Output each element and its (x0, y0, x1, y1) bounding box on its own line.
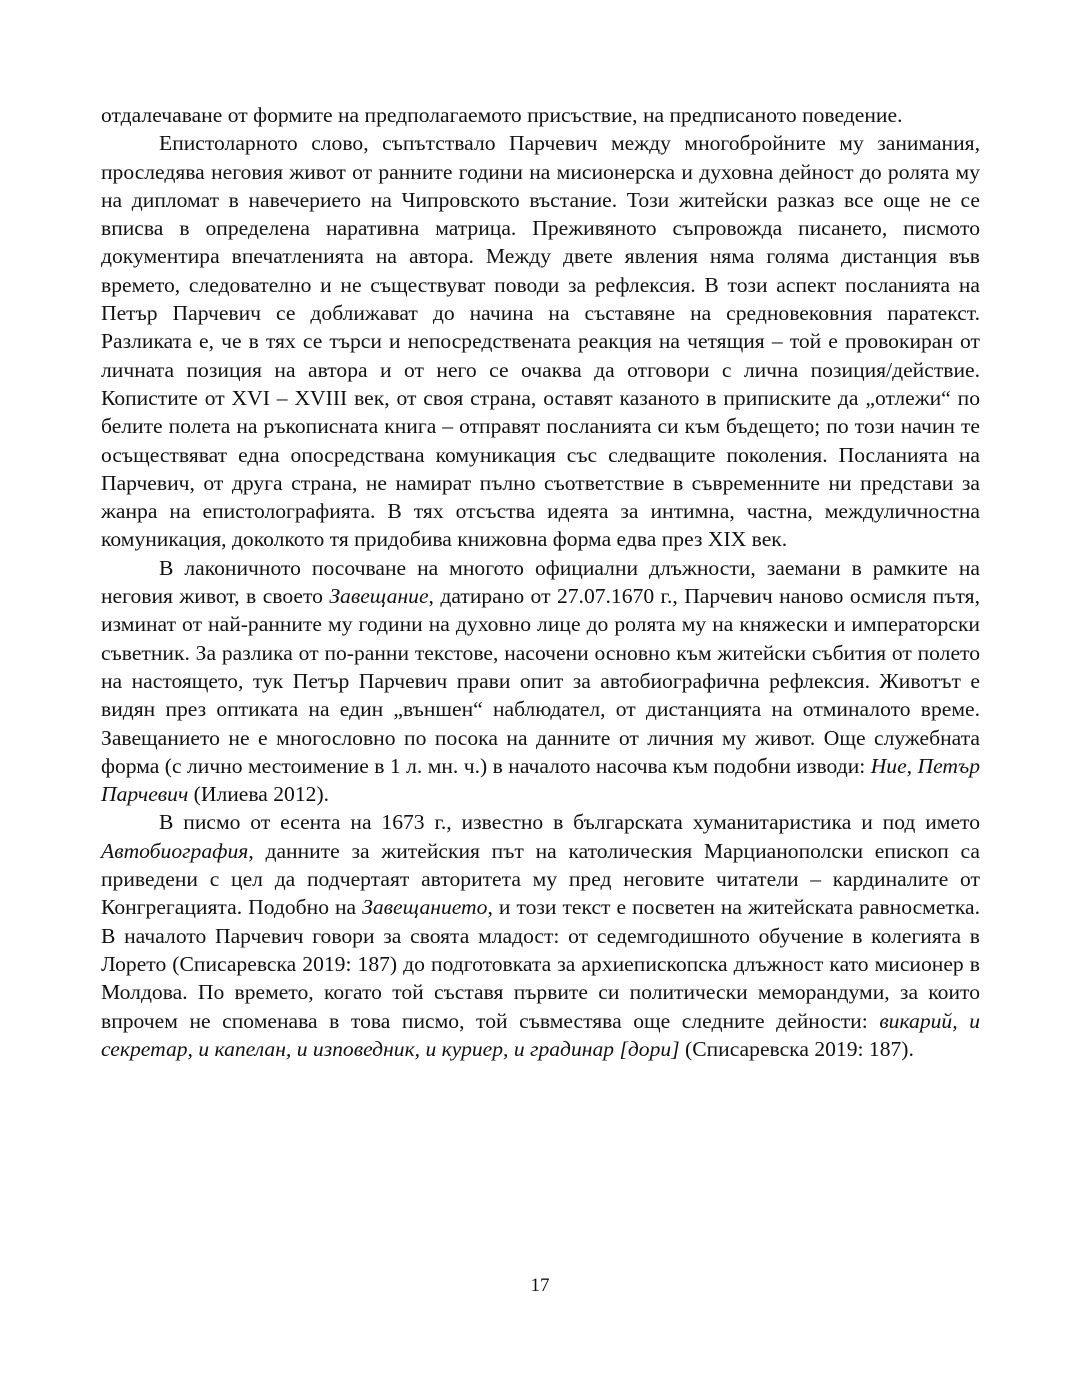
paragraph-4-text-1: В писмо от есента на 1673 г., известно в българската хуманитаристика и под името (159, 810, 980, 835)
paragraph-4-text-3: , и този текст е посветен на житейската равносметка. В началото Парчевич говори за своята младост: от седемгодишното обучение в колегията в Лорето (Списаревска 2019: 187) до подготовката за архиепископска длъжност като мисионер в Молдова. По времето, когато той съставя първите си политически меморандуми, за които впрочем не споменава в това писмо, той съвместява още следните дейности: (101, 895, 980, 1033)
paragraph-2-text: Епистоларното слово, съпътствало Парчевич между многобройните му занимания, проследява неговия живот от ранните години на мисионерска и духовна дейност до ролята му на дипломат в навечерието на Чипровското въстание. Този житейски разказ все още не се вписва в определена наративна матрица. Преживяното съпровожда писането, писмото документира впечатленията на автора. Между двете явления няма голяма дистанция във времето, следователно и не съществуват поводи за рефлексия. В този аспект посланията на Петър Парчевич се доближават до начина на съставяне на средновековния паратекст. Разликата е, че в тях се търси и непосредствената реакция на четящия – той е провокиран от личната позиция на автора и от него се очаква да отговори с лична позиция/действие. Копистите от XVI – XVIII век, от своя страна, оставят казаното в приписките да „отлежи“ по белите полета на ръкописната книга – отправят посланията си към бъдещето; по този начин те осъществяват една опосредствана комуникация със следващите поколения. Посланията на Парчевич, от друга страна, не намират пълно съответствие в съвременните ни представи за жанра на епистолографията. В тях отсъства идеята за интимна, частна, междуличностна комуникация, доколкото тя придобива книжовна форма едва през XIX век. (101, 131, 980, 552)
paragraph-2 (101, 129, 980, 553)
paragraph-4-italic-reference: Завещанието (362, 895, 488, 920)
paragraph-1-text: отдалечаване от формите на предполагаемото присъствие, на предписаното поведение. (101, 103, 903, 127)
paragraph-4-italic-quote: викарий, и секретар, и капелан, и изповедник, и куриер, и градинар [дори] (101, 1008, 980, 1061)
paragraph-4-text-4: (Списаревска 2019: 187). (679, 1036, 914, 1061)
paragraph-3 (101, 554, 980, 809)
paragraph-3-italic-title: Завещание (329, 584, 429, 609)
paragraph-3-text-3: (Илиева 2012). (188, 782, 330, 807)
paragraph-3-italic-quote: Ние, Петър Парчевич (101, 753, 981, 807)
page-number: 17 (530, 1275, 550, 1296)
paragraph-3-text-1: В лаконичното посочване на многото официални длъжности, заемани в рамките на неговия живот, в своето (101, 555, 980, 609)
document-page (101, 101, 980, 1063)
paragraph-1 (101, 101, 980, 129)
paragraph-4-italic-title: Автобиография (101, 838, 249, 863)
paragraph-3-text-2: , датирано от 27.07.1670 г., Парчевич наново осмисля пътя, изминат от най-ранните му години на духовно лице до ролята му на княжески и императорски съветник. За разлика от по-ранни текстове, насочени основно към житейски събития от полето на настоящето, тук Петър Парчевич прави опит за автобиографична рефлексия. Животът е видян през оптиката на един „външен“ наблюдател, от дистанцията на отминалото време. Завещанието не е многословно по посока на данните от личния му живот. Още служебната форма (с лично местоимение в 1 л. мн. ч.) в началото насочва към подобни изводи: (101, 584, 980, 778)
paragraph-4 (101, 808, 980, 1063)
paragraph-4-text-2: , данните за житейския път на католическия Марцианополски епископ са приведени с цел да подчертаят авторитета му пред неговите читатели – кардиналите от Конгрегацията. Подобно на (101, 838, 980, 920)
